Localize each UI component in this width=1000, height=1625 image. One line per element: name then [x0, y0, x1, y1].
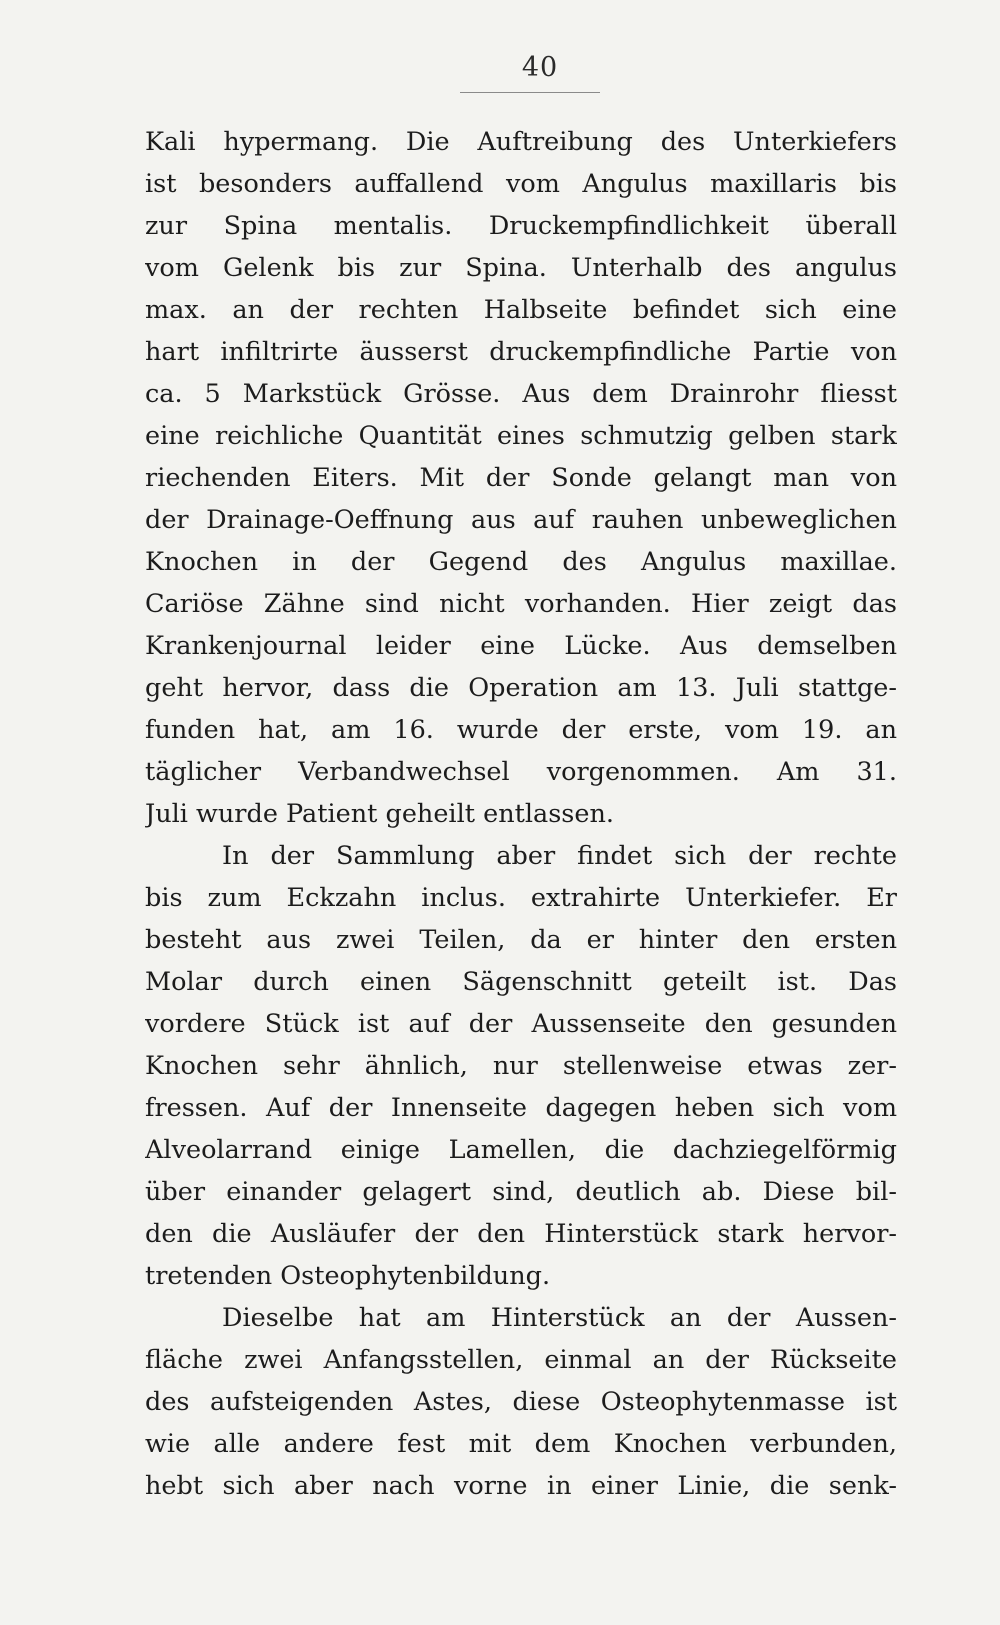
- page-number: 40: [521, 52, 559, 83]
- text-line: täglicher Verbandwechsel vorgenommen. Am 31.: [145, 757, 897, 787]
- text-line: fressen. Auf der Innenseite dagegen heben sich vom: [145, 1093, 897, 1123]
- text-line: max. an der rechten Halbseite befindet sich eine: [145, 295, 897, 325]
- text-line: riechenden Eiters. Mit der Sonde gelangt man von: [145, 463, 897, 493]
- text-line: Krankenjournal leider eine Lücke. Aus demselben: [145, 631, 897, 661]
- text-line: hebt sich aber nach vorne in einer Linie, die senk-: [145, 1471, 897, 1501]
- text-line: über einander gelagert sind, deutlich ab. Diese bil-: [145, 1177, 897, 1207]
- text-line: zur Spina mentalis. Druckempfindlichkeit überall: [145, 211, 897, 241]
- text-line: Dieselbe hat am Hinterstück an der Aussen-: [222, 1303, 897, 1333]
- text-line: bis zum Eckzahn inclus. extrahirte Unterkiefer. Er: [145, 883, 897, 913]
- text-line: funden hat, am 16. wurde der erste, vom 19. an: [145, 715, 897, 745]
- text-line: hart infiltrirte äusserst druckempfindliche Partie von: [145, 337, 897, 367]
- text-line: der Drainage-Oeffnung aus auf rauhen unbeweglichen: [145, 505, 897, 535]
- text-line: Alveolarrand einige Lamellen, die dachziegelförmig: [145, 1135, 897, 1165]
- text-line: Cariöse Zähne sind nicht vorhanden. Hier zeigt das: [145, 589, 897, 619]
- text-line: geht hervor, dass die Operation am 13. Juli stattge-: [145, 673, 897, 703]
- text-line: eine reichliche Quantität eines schmutzig gelben stark: [145, 421, 897, 451]
- page-number-rule: [460, 92, 600, 93]
- text-line: vom Gelenk bis zur Spina. Unterhalb des angulus: [145, 253, 897, 283]
- text-line: des aufsteigenden Astes, diese Osteophytenmasse ist: [145, 1387, 897, 1417]
- text-line: Molar durch einen Sägenschnitt geteilt ist. Das: [145, 967, 897, 997]
- text-line: Knochen sehr ähnlich, nur stellenweise etwas zer-: [145, 1051, 897, 1081]
- text-line: besteht aus zwei Teilen, da er hinter den ersten: [145, 925, 897, 955]
- text-line: fläche zwei Anfangsstellen, einmal an der Rückseite: [145, 1345, 897, 1375]
- text-line: tretenden Osteophytenbildung.: [145, 1261, 551, 1291]
- text-line: Knochen in der Gegend des Angulus maxillae.: [145, 547, 897, 577]
- text-line: wie alle andere fest mit dem Knochen verbunden,: [145, 1429, 897, 1459]
- text-line: Juli wurde Patient geheilt entlassen.: [145, 799, 615, 829]
- text-line: vordere Stück ist auf der Aussenseite den gesunden: [145, 1009, 897, 1039]
- text-line: ca. 5 Markstück Grösse. Aus dem Drainrohr fliesst: [145, 379, 897, 409]
- text-line: In der Sammlung aber findet sich der rechte: [222, 841, 897, 871]
- text-line: Kali hypermang. Die Auftreibung des Unterkiefers: [145, 127, 897, 157]
- text-line: den die Ausläufer der den Hinterstück stark hervor-: [145, 1219, 897, 1249]
- text-line: ist besonders auffallend vom Angulus maxillaris bis: [145, 169, 897, 199]
